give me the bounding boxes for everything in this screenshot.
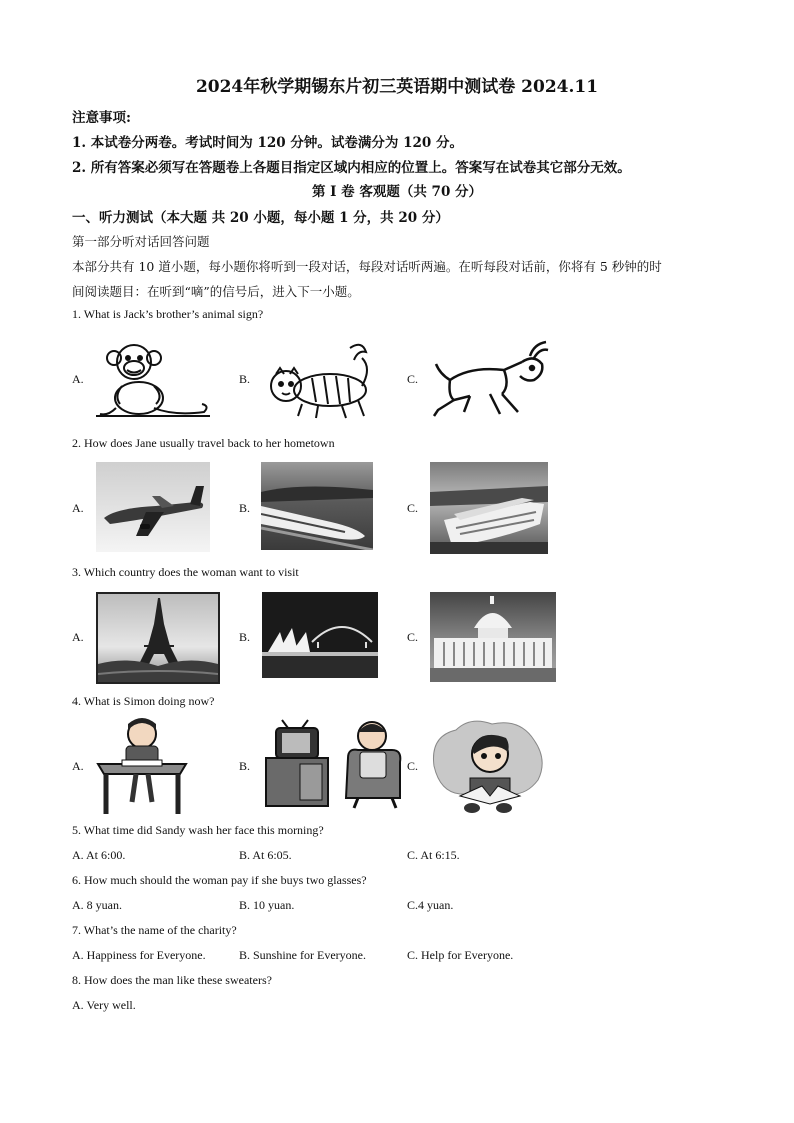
capitol-building-icon <box>430 592 556 682</box>
q8-option-a: A. Very well. <box>72 998 136 1012</box>
page-title: 2024年秋学期锡东片初三英语期中测试卷 2024.11 <box>195 77 599 97</box>
q7-option-c: C. Help for Everyone. <box>407 948 514 962</box>
q3-option-c: C. <box>407 630 419 644</box>
q6-option-a: A. 8 yuan. <box>72 898 122 912</box>
question-3: 3. Which country does the woman want to visit <box>72 565 299 579</box>
notice-heading: 注意事项: <box>72 110 131 126</box>
q5-option-a: A. At 6:00. <box>72 848 126 862</box>
q3-option-b: B. <box>239 630 251 644</box>
q1-option-b: B. <box>239 372 251 386</box>
train-icon <box>261 462 373 550</box>
goat-icon <box>430 340 550 418</box>
q6-option-b: B. 10 yuan. <box>239 898 295 912</box>
question-6: 6. How much should the woman pay if she buys two glasses? <box>72 873 367 887</box>
q5-option-c: C. At 6:15. <box>407 848 460 862</box>
q6-option-c: C.4 yuan. <box>407 898 454 912</box>
tiger-icon <box>262 338 374 420</box>
airplane-icon <box>96 462 210 552</box>
q2-option-a: A. <box>72 501 84 515</box>
question-8: 8. How does the man like these sweaters? <box>72 973 272 987</box>
boy-watching-tv-icon <box>262 718 406 810</box>
q7-option-b: B. Sunshine for Everyone. <box>239 948 366 962</box>
eiffel-tower-icon <box>96 592 220 684</box>
question-5: 5. What time did Sandy wash her face this morning? <box>72 823 324 837</box>
question-2: 2. How does Jane usually travel back to her hometown <box>72 436 335 450</box>
q4-option-c: C. <box>407 759 419 773</box>
q1-option-c: C. <box>407 372 419 386</box>
question-4: 4. What is Simon doing now? <box>72 694 215 708</box>
question-1: 1. What is Jack’s brother’s animal sign? <box>72 307 264 321</box>
monkey-icon <box>94 338 212 418</box>
section-title: 一、听力测试（本大题 共 20 小题，每小题 1 分，共 20 分） <box>72 210 449 226</box>
notice-item-1: 1. 本试卷分两卷。考试时间为 120 分钟。试卷满分为 120 分。 <box>72 135 463 151</box>
boy-reading-icon <box>430 716 548 816</box>
question-7: 7. What’s the name of the charity? <box>72 923 237 937</box>
q2-option-b: B. <box>239 501 251 515</box>
part-title: 第 I 卷 客观题（共 70 分） <box>311 184 483 200</box>
q3-option-a: A. <box>72 630 84 644</box>
notice-item-2: 2. 所有答案必须写在答题卷上各题目指定区域内相应的位置上。答案写在试卷其它部分无效。 <box>72 160 631 176</box>
boy-writing-icon <box>96 716 188 814</box>
q7-option-a: A. Happiness for Everyone. <box>72 948 206 962</box>
instructions-line-2: 间阅读题目：在听到“嘀”的信号后，进入下一小题。 <box>72 284 360 299</box>
q1-option-a: A. <box>72 372 84 386</box>
cruise-ship-icon <box>430 462 548 554</box>
subsection-title: 第一部分听对话回答问题 <box>72 234 210 249</box>
q5-option-b: B. At 6:05. <box>239 848 292 862</box>
q2-option-c: C. <box>407 501 419 515</box>
instructions-line-1: 本部分共有 10 道小题，每小题你将听到一段对话，每段对话听两遍。在听每段对话前，你将有 5 秒钟的时 <box>72 259 662 274</box>
q4-option-a: A. <box>72 759 84 773</box>
sydney-opera-house-icon <box>262 592 378 678</box>
q4-option-b: B. <box>239 759 251 773</box>
